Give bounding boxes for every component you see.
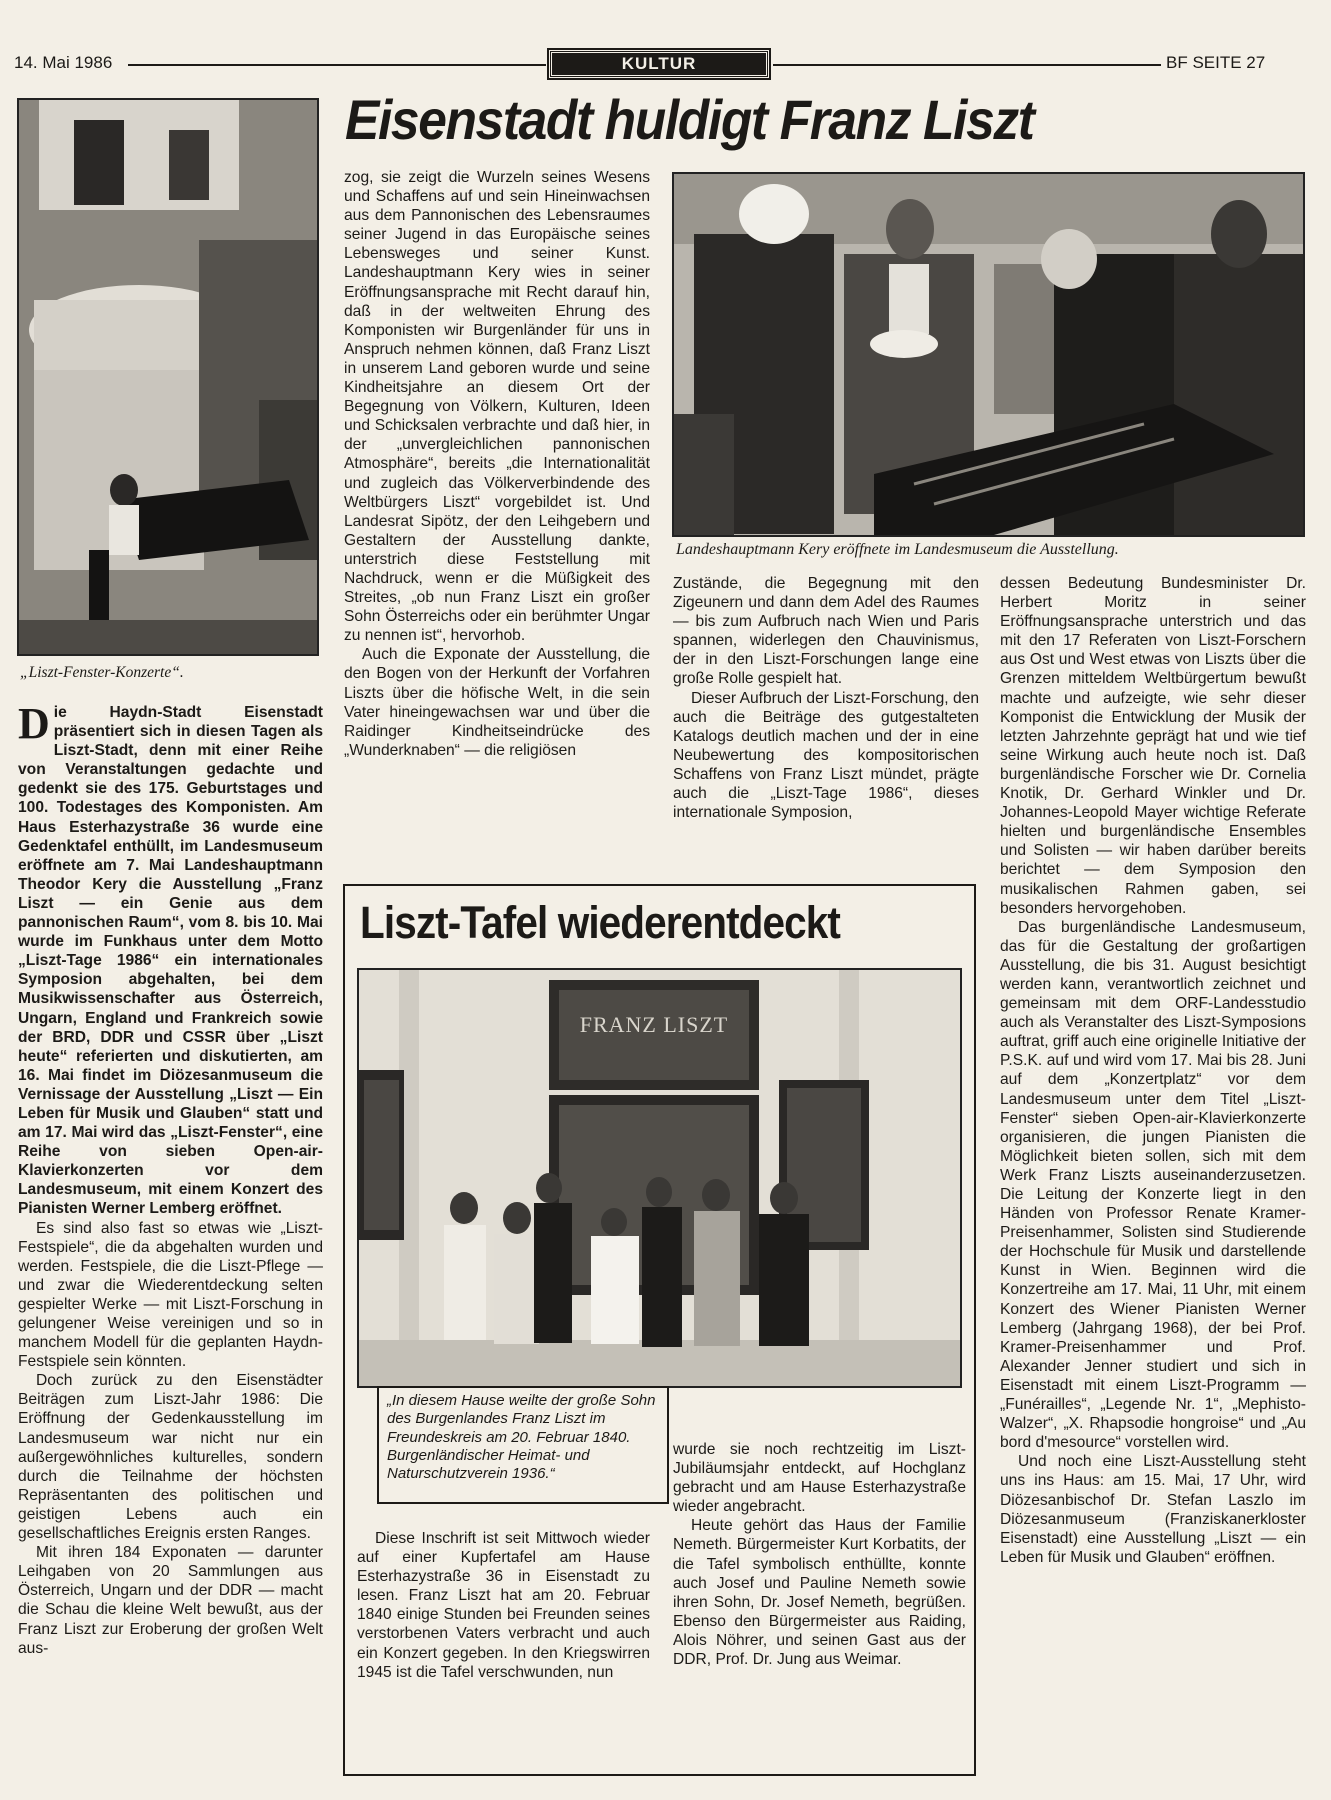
article-column-1 [18, 703, 323, 1771]
header-rule-left [128, 64, 546, 66]
photo-liszt-tafel [357, 968, 962, 1388]
box-column-a-text: Diese Inschrift ist seit Mittwoch wieder auf einer Kupfertafel am Hause Esterhazystraße 36 in Eisenstadt zu lesen. Franz Liszt hat am 20. Februar 1840 einige Stunden bei Freunden seines verstorbenen Vaters verbracht und auch ein Konzert gegeben. In den Kriegswirren 1945 ist die Tafel verschwunden, nun [357, 1530, 650, 1681]
box-column-b-paragraph-1: wurde sie noch rechtzeitig im Liszt-Jubiläumsjahr entdeckt, auf Hochglanz gebracht und am Hause Esterhazystraße wieder angebracht. [673, 1441, 966, 1516]
col1-paragraph-2: Es sind also fast so etwas wie „Liszt-Festspiele“, die da abgehalten wurden und werden. Festspiele, die die Liszt-Pflege — und zwar die Wiederentdeckung selten gespielter Werke — mit Liszt-Forschung in gelungener Weise vereinigen und so in manchem Modell für die geplanten Haydn-Festspiele sein könnten. [18, 1219, 323, 1371]
quote-text: „In diesem Hause weilte der große Sohn des Burgenlandes Franz Liszt im Freundeskreis am 20. Februar 1840. Burgenländischer Heimat- und Naturschutzverein 1936.“ [387, 1392, 656, 1483]
photo-ausstellung-eroeffnung [672, 172, 1305, 537]
col4-paragraph-3: Und noch eine Liszt-Ausstellung steht uns ins Haus: am 15. Mai, 17 Uhr, wird Diözesanbischof Dr. Stefan Laszlo im Diözesanmuseum (Franziskanerkloster Eisenstadt) eine Ausstellung „Liszt — ein Leben für Musik und Glauben“ eröffnen. [1000, 1453, 1306, 1566]
col2-paragraph-1: zog, sie zeigt die Wurzeln seines Wesens und Schaffens auf und sein Hineinwachsen aus dem Pannonischen des Lebensraumes seiner Jugend in das Europäische seines Lebensweges und seiner Kunst. Landeshauptmann Kery wies in seiner Eröffnungsansprache mit Recht darauf hin, daß in der weltweiten Ehrung des Komponisten wir Burgenländer für uns in Anspruch nehmen können, daß Franz Liszt in unserem Land geboren wurde und seine Kindheitsjahre an diesem Ort der Begegnung von Völkern, Kulturen, Ideen und Schicksalen verbrachte und daß hier, in der „unvergleichlichen pannonischen Atmosphäre“, bereits „die Internationalität und zugleich das Völkerverbindende des Weltbürgers Liszt“ vorgebildet ist. Und Landesrat Sipötz, der den Leihgebern und Gestaltern der Ausstellung dankte, unterstrich diese Feststellung mit Nachdruck, wenn er die Müßigkeit des Streites, „ob nun Franz Liszt ein großer Sohn Österreichs oder ein berühmter Ungar zu nennen ist“, hervorhob. [344, 169, 650, 645]
photo-ausstellung-image [674, 174, 1303, 535]
col4-paragraph-1: dessen Bedeutung Bundesminister Dr. Herbert Moritz in seiner Eröffnungsansprache unterstrich und das mit den 17 Referaten von Liszt-Forschern aus Ost und West etwas von Liszts über die Grenzen mitteldem Weltbürgertum bewußt machte und aufzeigte, wie sehr dieser Komponist die Entwicklung der Musik der letzten Jahrzehnte geprägt hat und wie tief seine Wirkung auch heute noch ist. Daß burgenländische Forscher wie Dr. Cornelia Knotik, Dr. Gerhard Winkler und Dr. Johannes-Leopold Mayer wichtige Referate hielten und burgenländische Ensembles und Solisten — wir haben darüber bereits berichtet — dem Symposion den musikalischen Rahmen gaben, sei besonders hervorgehoben. [1000, 575, 1306, 917]
col1-paragraph-3: Doch zurück zu den Eisenstädter Beiträgen zum Liszt-Jahr 1986: Die Eröffnung der Gedenkausstellung im Landesmuseum war nicht nur ein außergewöhnliches kulturelles, sondern durch die Teilnahme der höchsten Repräsentanten des politischen und geistigen Lebens auch ein gesellschaftliches Ereignis ersten Ranges. [18, 1372, 323, 1543]
col3-paragraph-2: Dieser Aufbruch der Liszt-Forschung, den auch die Beiträge des gutgestalteten Katalogs deutlich machen und der in eine Neubewertung des kompositorischen Schaffens von Franz Liszt mündet, prägte auch die „Liszt-Tage 1986“, dieses internationale Symposion, [673, 689, 979, 822]
section-label [549, 50, 769, 78]
headline: Eisenstadt huldigt Franz Liszt [345, 88, 1034, 151]
section-label-text: KULTUR [621, 54, 697, 73]
plaque-text: FRANZ LISZT [579, 1012, 729, 1037]
col2-paragraph-2: Auch die Exponate der Ausstellung, die den Bogen von der Herkunft der Vorfahren Liszts über die höfische Welt, in die sein Vater hineingewachsen war und über die Raidinger Kindheitseindrücke des „Wunderknaben“ — die religiösen [344, 646, 650, 759]
box-headline: Liszt-Tafel wiederentdeckt [360, 897, 840, 948]
box-column-b-paragraph-2: Heute gehört das Haus der Familie Nemeth. Bürgermeister Kurt Korbatits, der die Tafel symbolisch enthüllte, konnte auch Josef und Pauline Nemeth sowie ihren Sohn, Dr. Josef Nemeth, begrüßen. Ebenso den Bürgermeister aus Raiding, Alois Nöhrer, und seinen Gast aus der DDR, Prof. Dr. Jung aus Weimar. [673, 1517, 966, 1669]
photo-liszt-fenster-caption: „Liszt-Fenster-Konzerte“. [20, 664, 184, 681]
photo-liszt-fenster [17, 98, 319, 656]
article-column-3 [673, 574, 979, 862]
col3-paragraph-1: Zustände, die Begegnung mit den Zigeunern und dann dem Adel des Raumes — bis zum Aufbruch nach Wien und Paris spannen, widerlegen den Chauvinismus, der in den Liszt-Forschungen lange eine große Rolle gespielt hat. [673, 575, 979, 688]
dropcap: D [18, 703, 50, 748]
photo-ausstellung-caption: Landeshauptmann Kery eröffnete im Landesmuseum die Ausstellung. [676, 541, 1119, 558]
header-page: BF SEITE 27 [1166, 53, 1266, 72]
quote-box [377, 1386, 669, 1504]
article-column-2 [344, 168, 650, 858]
box-column-b [673, 1440, 966, 1770]
header-date: 14. Mai 1986 [14, 53, 113, 72]
header-rule-right [773, 64, 1161, 66]
article-lead [18, 703, 323, 1219]
box-column-a [357, 1529, 650, 1769]
article-column-4 [1000, 574, 1306, 1771]
photo-liszt-fenster-image [19, 100, 317, 654]
col4-paragraph-2: Das burgenländische Landesmuseum, das für die Gestaltung der großartigen Ausstellung, die bis 31. August besichtigt werden kann, verantwortlich zeichnet und gemeinsam mit dem ORF-Landesstudio auch als Veranstalter des Liszt-Symposions auftrat, griff auch eine originelle Initiative der P.S.K. auf und wird vom 17. Mai bis 28. Juni auf dem „Konzertplatz“ vor dem Landesmuseum unter dem Titel „Liszt-Fenster“ sieben Open-air-Klavierkonzerte organisieren, die jungen Pianisten die Möglichkeit bieten sollen, sich mit dem Werk Franz Liszts auseinanderzusetzen. Die Leitung der Konzerte liegt in den Händen von Professor Renate Kramer-Preisenhammer, Solisten sind Studierende der Hochschule für Musik und darstellende Kunst in Wien. Beginnen wird die Konzertreihe am 17. Mai, 11 Uhr, mit einem Konzert des Wiener Pianisten Werner Lemberg (Jahrgang 1968), der bei Prof. Kramer-Preisenhammer und Prof. Alexander Jenner studiert und sich in Eisenstadt mit einem Liszt-Programm — „Funérailles“, „Legende Nr. 1“, „Mephisto-Walzer“, „X. Rhapsodie hongroise“ und „Au bord d'mesource“ vorstellen wird. [1000, 918, 1306, 1452]
article-lead-text: ie Haydn-Stadt Eisenstadt präsentiert sich in diesen Tagen als Liszt-Stadt, denn mit einer Reihe von Veranstaltungen gedachte und gedenkt sie des 175. Geburtstages und 100. Todestages des Komponisten. Am Haus Esterhazystraße 36 wurde eine Gedenktafel enthüllt, im Landesmuseum eröffnete am 7. Mai Landeshauptmann Theodor Kery die Ausstellung „Franz Liszt — ein Genie aus dem pannonischen Raum“, vom 8. bis 10. Mai wurde im Funkhaus unter dem Motto „Liszt-Tage 1986“ ein internationales Symposion abgehalten, bei dem Musikwissenschafter aus Österreich, Ungarn, England und Frankreich sowie der BRD, DDR und CSSR über „Liszt heute“ referierten und diskutierten, am 16. Mai findet im Diözesanmuseum die Vernissage der Ausstellung „Liszt — Ein Leben für Musik und Glauben“ statt und am 17. Mai wird das „Liszt-Fenster“, eine Reihe von sieben Open-air-Klavierkonzerten vor dem Landesmuseum, mit einem Konzert des Pianisten Werner Lemberg eröffnet. [18, 704, 323, 1218]
col1-paragraph-4: Mit ihren 184 Exponaten — darunter Leihgaben von 20 Sammlungen aus Österreich, Ungarn und der DDR — macht die Schau die kleine Welt bewußt, aus der Franz Liszt zur Eroberung der großen Welt aus- [18, 1544, 323, 1657]
